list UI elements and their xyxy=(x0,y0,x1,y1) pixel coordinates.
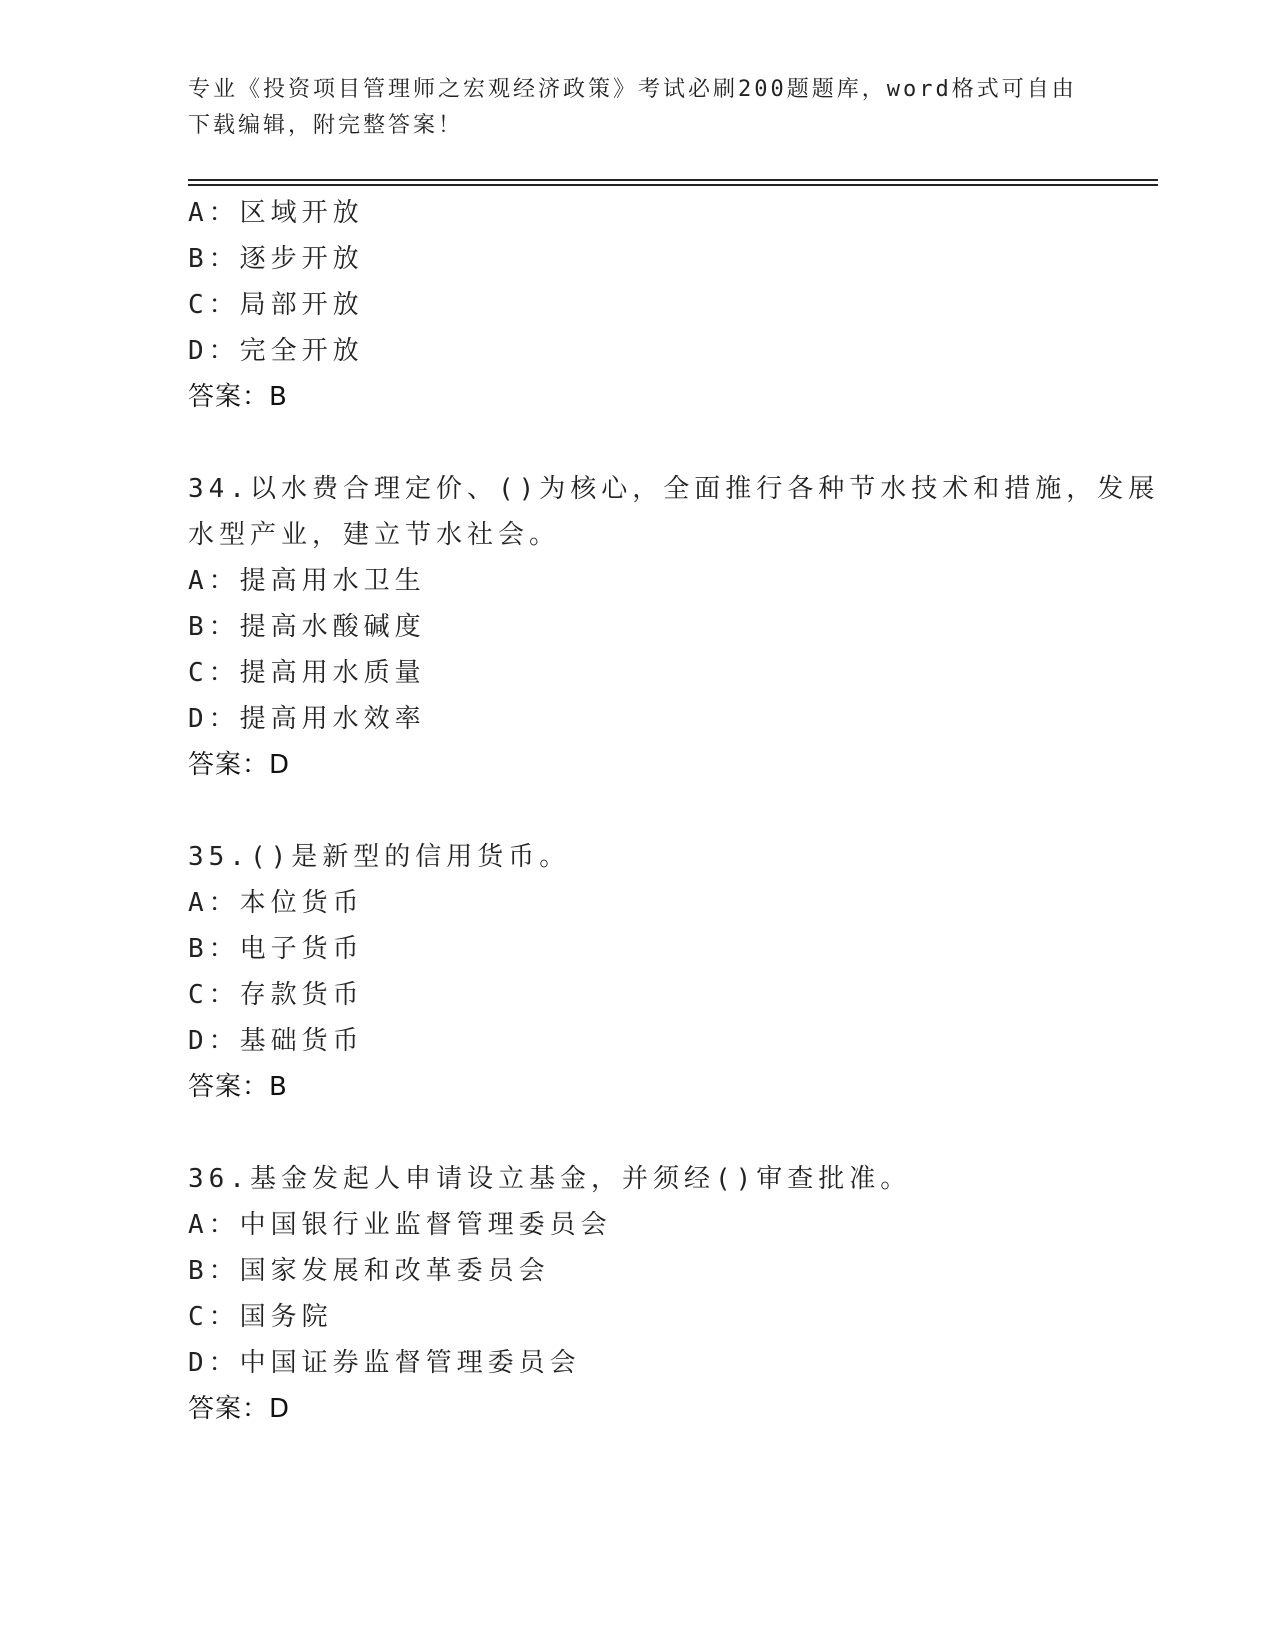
question-stem-line-2: 水型产业，建立节水社会。 xyxy=(188,520,561,550)
option-b: B：电子货币 xyxy=(188,934,364,964)
answer: 答案：D xyxy=(188,1394,291,1424)
question-34 xyxy=(188,466,1160,788)
option-b: B：国家发展和改革委员会 xyxy=(188,1256,550,1286)
header-divider-bottom xyxy=(188,184,1158,186)
option-c: C：局部开放 xyxy=(188,290,364,320)
option-c: C：存款货币 xyxy=(188,980,364,1010)
option-a: A：中国银行业监督管理委员会 xyxy=(188,1210,612,1240)
question-36 xyxy=(188,1156,1108,1432)
option-c: C：提高用水质量 xyxy=(188,658,426,688)
header-divider-top xyxy=(188,179,1158,181)
question-list xyxy=(188,190,1160,1432)
question-stem: 36.基金发起人申请设立基金，并须经()审查批准。 xyxy=(188,1164,912,1194)
option-d: D：基础货币 xyxy=(188,1026,364,1056)
option-d: D：完全开放 xyxy=(188,336,364,366)
question-35 xyxy=(188,834,1108,1110)
option-b: B：提高水酸碱度 xyxy=(188,612,426,642)
header-line-1: 专业《投资项目管理师之宏观经济政策》考试必刷200题题库，word格式可自由 xyxy=(188,77,1077,102)
option-a: A：提高用水卫生 xyxy=(188,566,426,596)
answer: 答案：D xyxy=(188,750,291,780)
option-a: A：区域开放 xyxy=(188,198,364,228)
question-33-tail xyxy=(188,190,1108,420)
option-b: B：逐步开放 xyxy=(188,244,364,274)
option-d: D：提高用水效率 xyxy=(188,704,426,734)
answer: 答案：B xyxy=(188,382,288,412)
document-header xyxy=(188,72,1088,144)
question-stem-line-1: 34.以水费合理定价、()为核心，全面推行各种节水技术和措施，发展 xyxy=(188,474,1160,504)
answer: 答案：B xyxy=(188,1072,288,1102)
option-d: D：中国证券监督管理委员会 xyxy=(188,1348,581,1378)
option-c: C：国务院 xyxy=(188,1302,333,1332)
option-a: A：本位货币 xyxy=(188,888,364,918)
header-line-2: 下载编辑，附完整答案！ xyxy=(188,113,464,138)
question-stem: 35.()是新型的信用货币。 xyxy=(188,842,571,872)
